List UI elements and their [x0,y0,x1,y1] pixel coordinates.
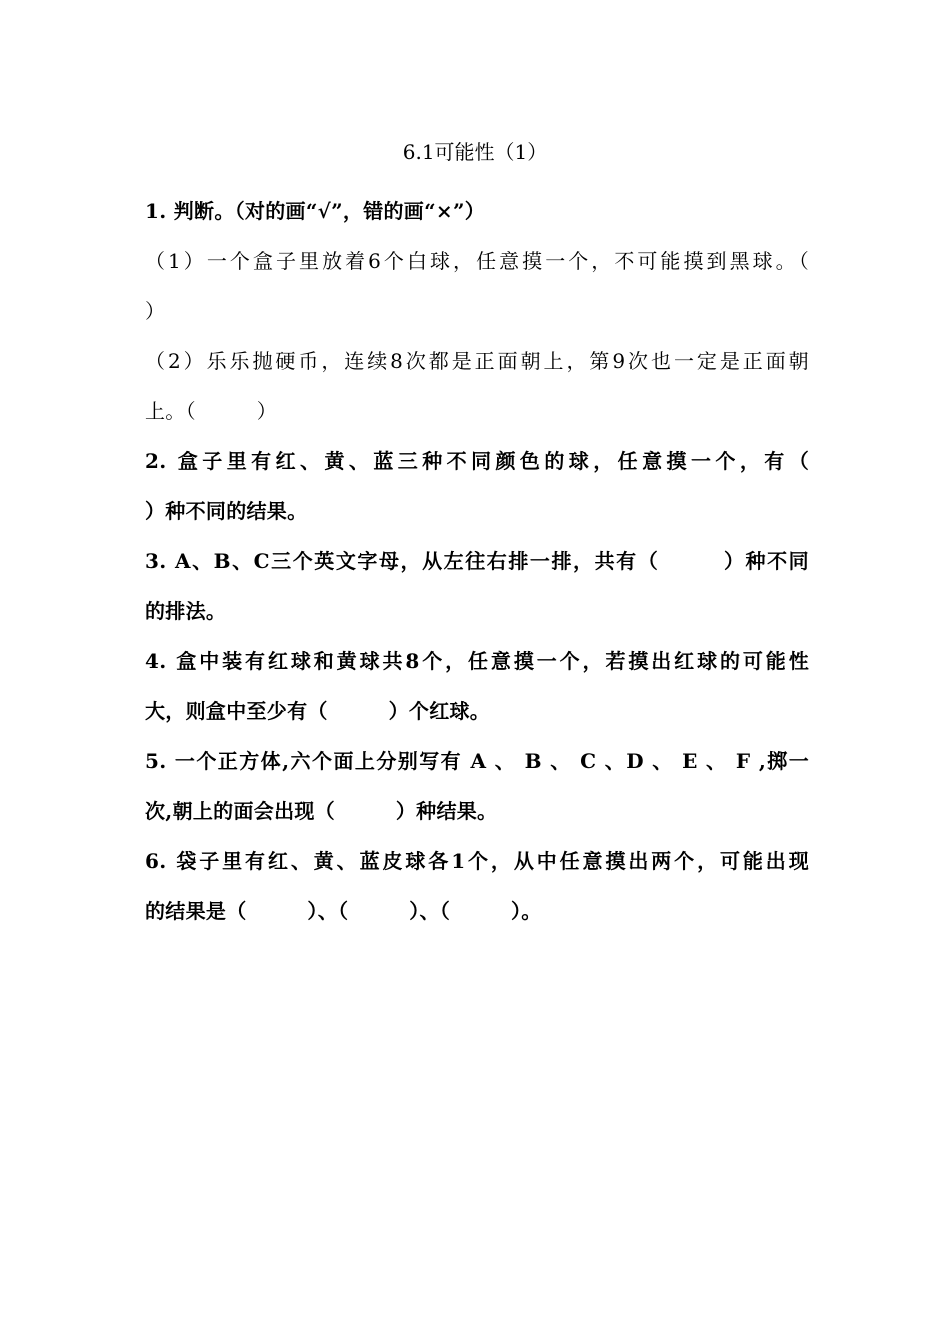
questions-section [145,186,809,936]
question-1-sub-2-line-2: 上。（ ） [145,399,278,423]
question-1-sub-2-line-1: （2）乐乐抛硬币，连续8次都是正面朝上，第9次也一定是正面朝 [145,349,809,373]
question-2 [145,436,809,536]
question-6-line-1: 6. 袋子里有红、黄、蓝皮球各1个，从中任意摸出两个，可能出现 [145,849,809,873]
question-3-line-2: 的排法。 [145,599,227,623]
question-1-stem: 1. 判断。（对的画“√”，错的画“×”） [145,199,486,223]
question-4 [145,636,809,736]
question-1-sub-1-line-1: （1）一个盒子里放着6个白球，任意摸一个，不可能摸到黑球。（ [145,249,809,273]
question-1-sub-1-line-2: ） [145,299,166,323]
question-6 [145,836,809,936]
question-6-line-2: 的结果是（ ）、（ ）、（ ）。 [145,899,542,923]
question-1 [145,186,809,436]
question-2-line-1: 2. 盒子里有红、黄、蓝三种不同颜色的球，任意摸一个，有（ [145,449,809,473]
question-2-line-2: ）种不同的结果。 [145,499,308,523]
question-3 [145,536,809,636]
question-4-line-2: 大，则盒中至少有（ ）个红球。 [145,699,491,723]
page-title: 6.1可能性（1） [402,140,548,164]
question-5-line-1: 5. 一个正方体,六个面上分别写有 A 、 B 、 C 、D 、 E 、 F ,掷一 [145,749,809,773]
question-4-line-1: 4. 盒中装有红球和黄球共8个，任意摸一个，若摸出红球的可能性 [145,649,809,673]
question-5 [145,736,809,836]
question-5-line-2: 次,朝上的面会出现（ ）种结果。 [145,799,498,823]
question-3-line-1: 3. A、B、C三个英文字母，从左往右排一排，共有（ ）种不同 [145,549,809,573]
